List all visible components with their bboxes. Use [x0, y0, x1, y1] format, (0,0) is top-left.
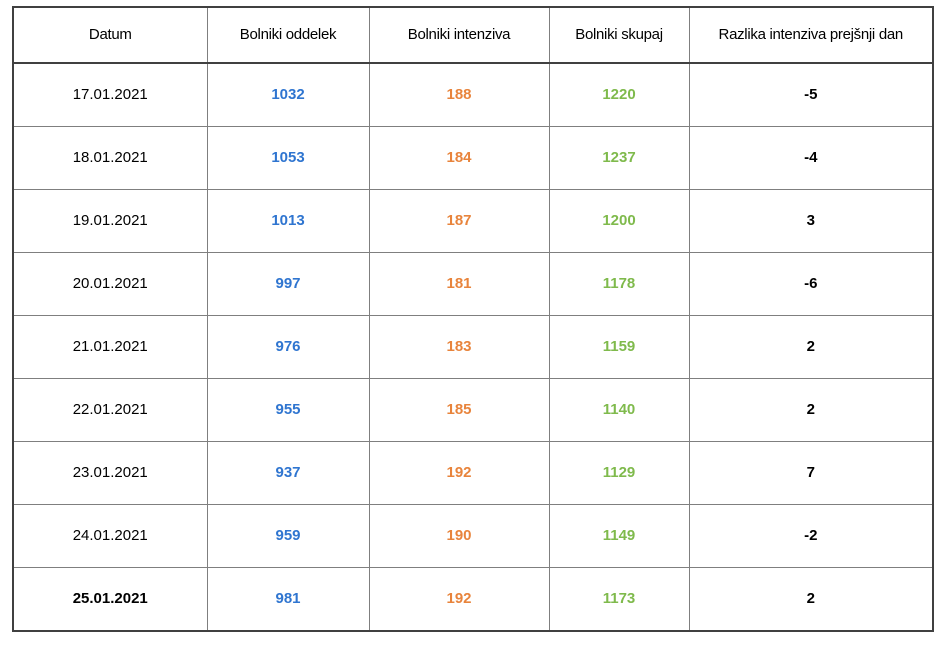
table-row: [13, 379, 933, 442]
table-row: [13, 316, 933, 379]
cell-bolniki-intenziva: 188: [369, 63, 549, 127]
table-row: [13, 63, 933, 127]
column-header-bolniki-skupaj: Bolniki skupaj: [549, 7, 689, 63]
cell-bolniki-intenziva: 192: [369, 568, 549, 632]
cell-datum: 23.01.2021: [13, 442, 207, 505]
table-row: [13, 190, 933, 253]
table-row: [13, 442, 933, 505]
column-header-datum: Datum: [13, 7, 207, 63]
cell-bolniki-oddelek: 1013: [207, 190, 369, 253]
table-row: [13, 505, 933, 568]
cell-datum: 25.01.2021: [13, 568, 207, 632]
cell-bolniki-oddelek: 976: [207, 316, 369, 379]
cell-bolniki-skupaj: 1159: [549, 316, 689, 379]
cell-razlika-intenziva: 2: [689, 568, 933, 632]
cell-bolniki-skupaj: 1173: [549, 568, 689, 632]
cell-bolniki-intenziva: 184: [369, 127, 549, 190]
cell-razlika-intenziva: 2: [689, 316, 933, 379]
cell-datum: 20.01.2021: [13, 253, 207, 316]
table-row: [13, 127, 933, 190]
cell-bolniki-skupaj: 1149: [549, 505, 689, 568]
cell-bolniki-skupaj: 1140: [549, 379, 689, 442]
cell-razlika-intenziva: -4: [689, 127, 933, 190]
cell-bolniki-oddelek: 981: [207, 568, 369, 632]
table-header-row: [13, 7, 933, 63]
cell-bolniki-intenziva: 185: [369, 379, 549, 442]
table-row: [13, 253, 933, 316]
cell-bolniki-oddelek: 955: [207, 379, 369, 442]
cell-bolniki-oddelek: 997: [207, 253, 369, 316]
column-header-bolniki-intenziva: Bolniki intenziva: [369, 7, 549, 63]
cell-razlika-intenziva: -6: [689, 253, 933, 316]
cell-datum: 24.01.2021: [13, 505, 207, 568]
cell-bolniki-skupaj: 1129: [549, 442, 689, 505]
column-header-razlika-intenziva: Razlika intenziva prejšnji dan: [689, 7, 933, 63]
cell-bolniki-intenziva: 183: [369, 316, 549, 379]
hospitalization-table: [12, 6, 934, 632]
cell-bolniki-intenziva: 190: [369, 505, 549, 568]
cell-bolniki-intenziva: 181: [369, 253, 549, 316]
cell-datum: 21.01.2021: [13, 316, 207, 379]
table-body: [13, 63, 933, 631]
cell-razlika-intenziva: 7: [689, 442, 933, 505]
cell-bolniki-intenziva: 187: [369, 190, 549, 253]
cell-razlika-intenziva: 2: [689, 379, 933, 442]
column-header-bolniki-oddelek: Bolniki oddelek: [207, 7, 369, 63]
table-header: [13, 7, 933, 63]
cell-bolniki-skupaj: 1200: [549, 190, 689, 253]
cell-razlika-intenziva: -2: [689, 505, 933, 568]
cell-datum: 18.01.2021: [13, 127, 207, 190]
cell-bolniki-intenziva: 192: [369, 442, 549, 505]
cell-razlika-intenziva: -5: [689, 63, 933, 127]
cell-datum: 17.01.2021: [13, 63, 207, 127]
cell-bolniki-oddelek: 959: [207, 505, 369, 568]
cell-bolniki-skupaj: 1220: [549, 63, 689, 127]
cell-datum: 19.01.2021: [13, 190, 207, 253]
cell-bolniki-skupaj: 1237: [549, 127, 689, 190]
cell-bolniki-skupaj: 1178: [549, 253, 689, 316]
cell-bolniki-oddelek: 1032: [207, 63, 369, 127]
cell-bolniki-oddelek: 1053: [207, 127, 369, 190]
cell-razlika-intenziva: 3: [689, 190, 933, 253]
table-row: [13, 568, 933, 632]
cell-bolniki-oddelek: 937: [207, 442, 369, 505]
cell-datum: 22.01.2021: [13, 379, 207, 442]
